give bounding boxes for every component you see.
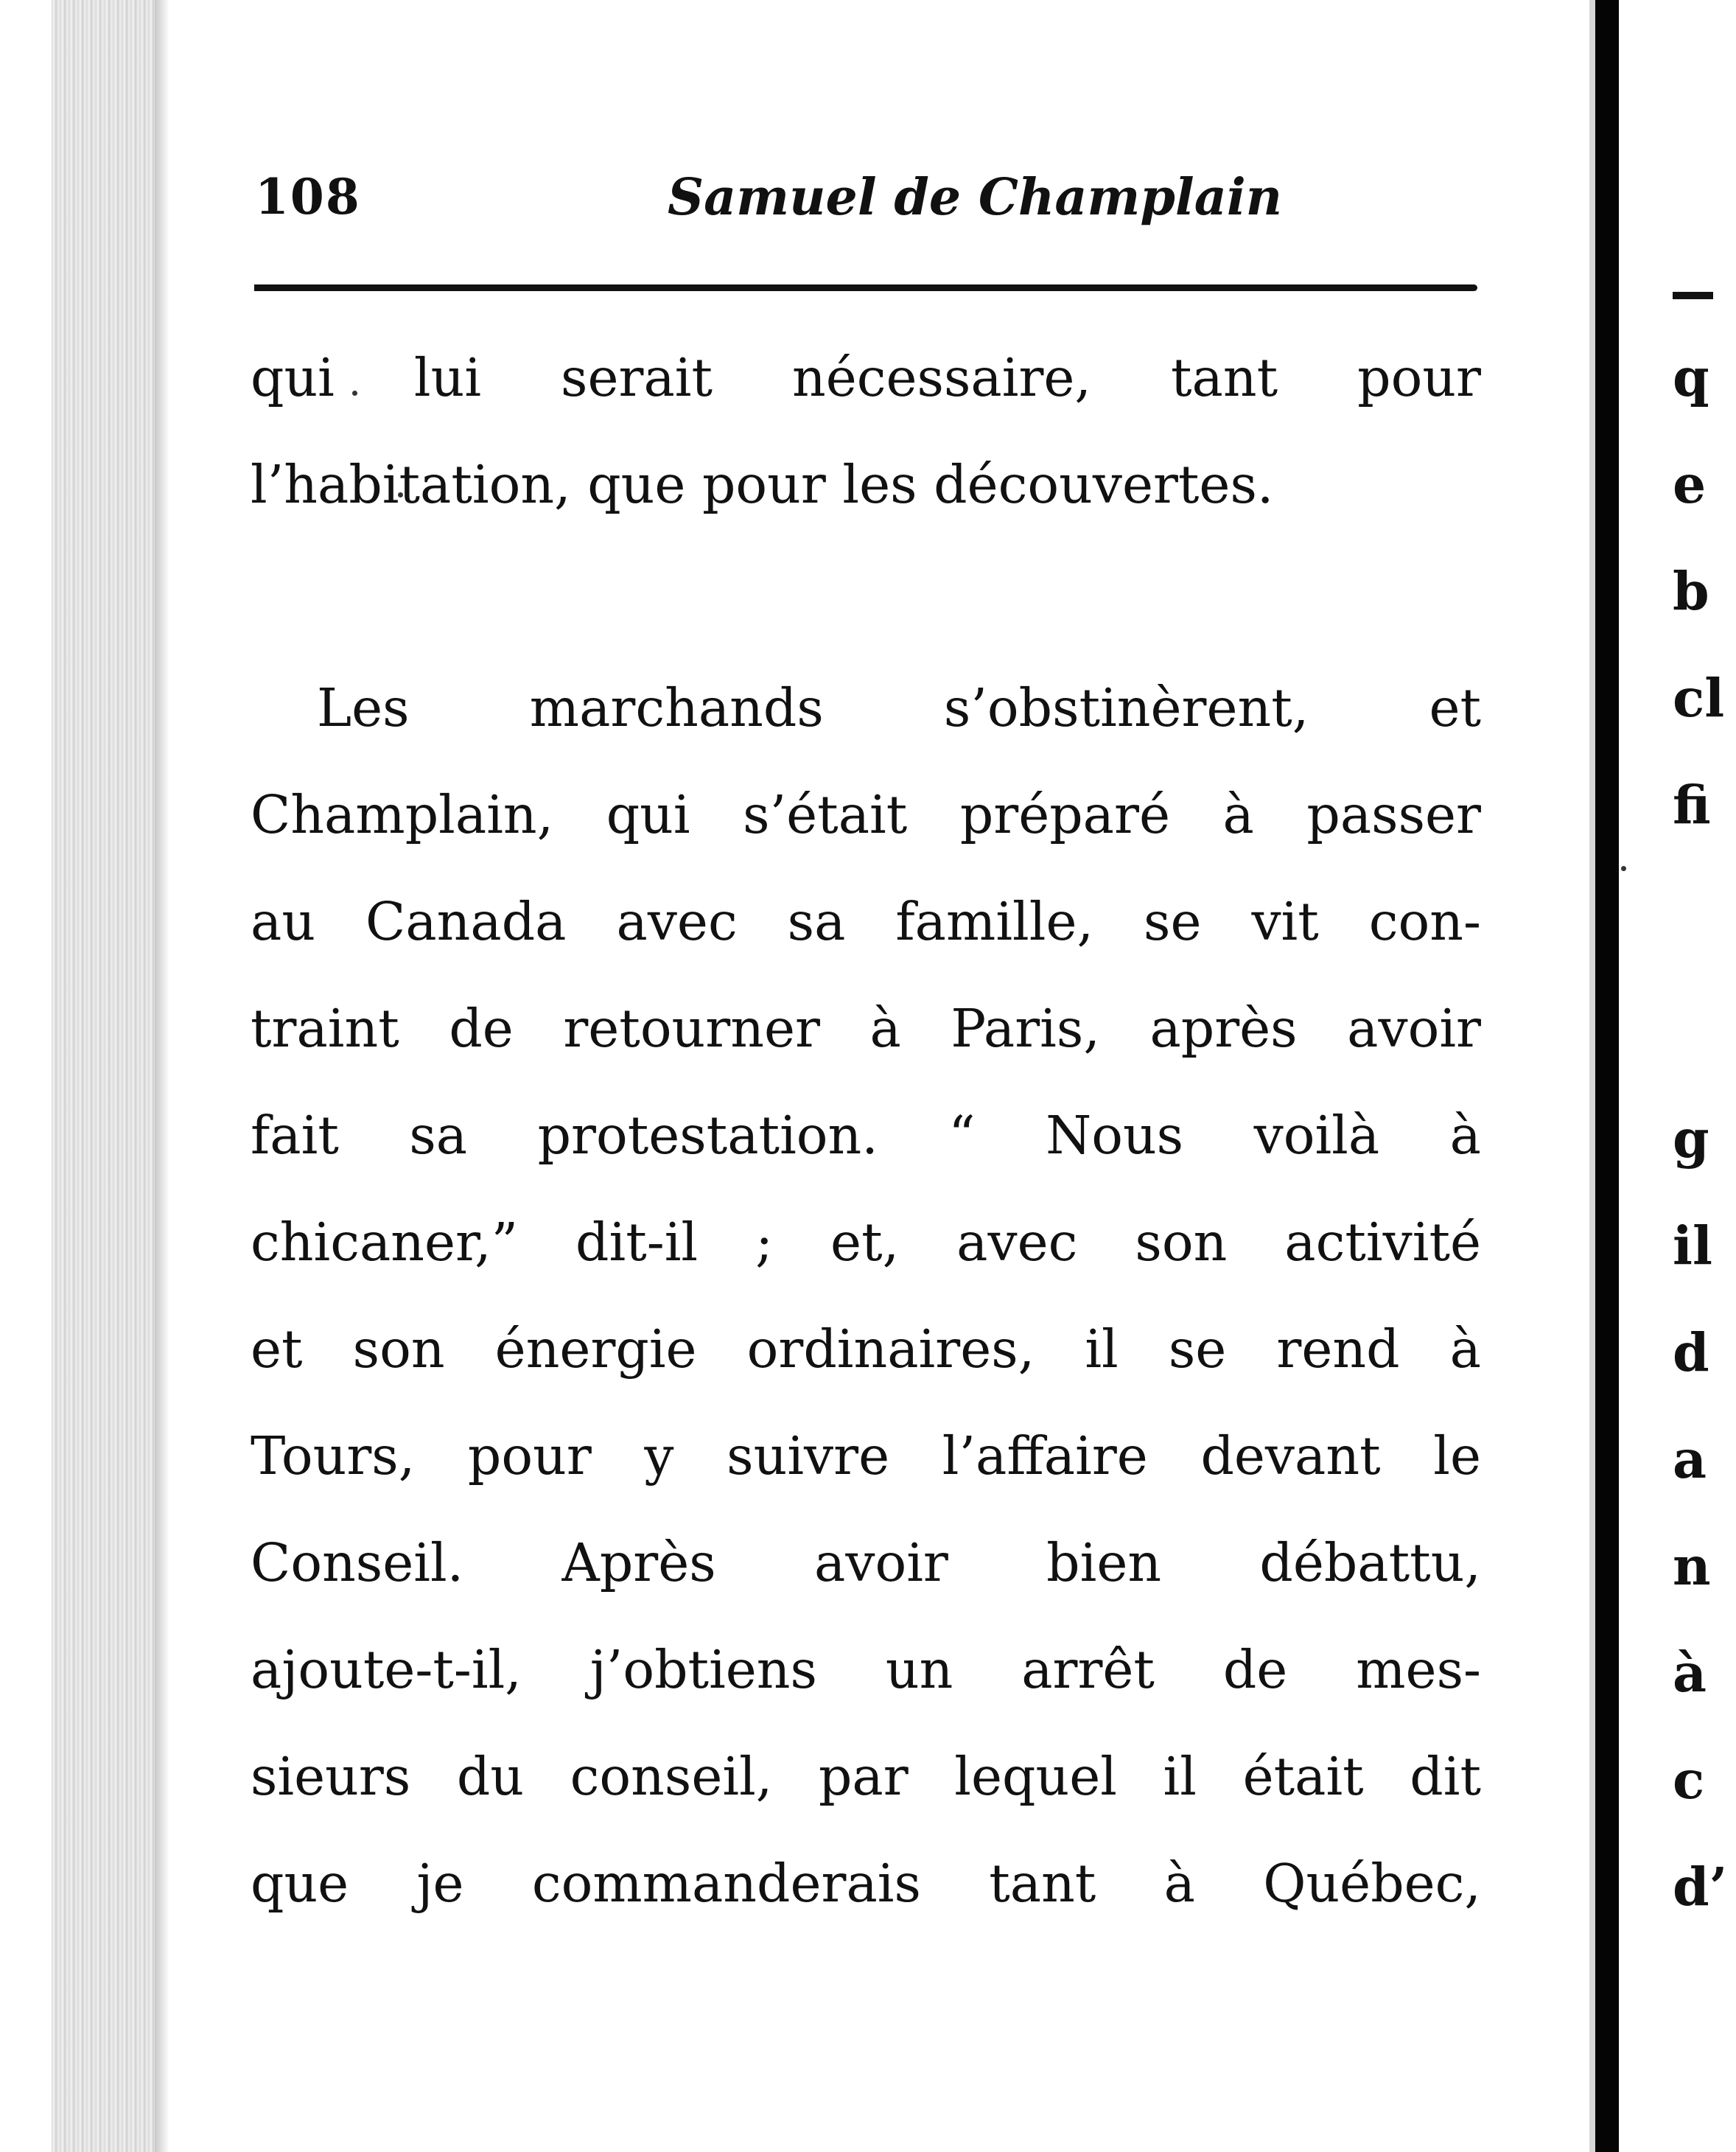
facing-fragment: q	[1673, 346, 1709, 408]
facing-fragment: cl	[1673, 667, 1725, 729]
facing-fragment: b	[1673, 560, 1709, 622]
page-edges	[52, 0, 162, 2152]
text-line: Les marchands s’obstinèrent, et	[317, 677, 1481, 738]
facing-fragment: g	[1673, 1108, 1709, 1170]
facing-page-rule	[1673, 292, 1713, 299]
text-line: Tours, pour y suivre l’affaire devant le	[251, 1425, 1481, 1487]
page-edge-shadow	[155, 0, 169, 2152]
text-line: Conseil. Après avoir bien débattu,	[251, 1532, 1481, 1593]
running-head	[255, 168, 1471, 227]
facing-page-bottom	[1673, 1086, 1736, 1940]
gutter-edge	[1589, 0, 1595, 2152]
text-line: traint de retourner à Paris, après avoir	[251, 998, 1481, 1059]
text-line: qui lui serait nécessaire, tant pour	[251, 347, 1481, 408]
facing-fragment: fi	[1673, 774, 1711, 836]
text-line: que je commanderais tant à Québec,	[251, 1853, 1481, 1914]
facing-fragment: d	[1673, 1321, 1709, 1383]
text-line: sieurs du conseil, par lequel il était dit	[251, 1746, 1481, 1807]
book-gutter	[1595, 0, 1619, 2152]
facing-fragment: a	[1673, 1428, 1707, 1490]
text-line: Champlain, qui s’était préparé à passer	[251, 784, 1481, 845]
facing-fragment: d’	[1673, 1856, 1728, 1918]
text-line: ajoute-t-il, j’obtiens un arrêt de mes-	[251, 1639, 1481, 1700]
ink-speck	[1621, 866, 1626, 871]
facing-fragment: e	[1673, 453, 1707, 515]
facing-fragment: à	[1673, 1642, 1707, 1704]
paragraph-1	[251, 324, 1481, 538]
header-rule	[254, 284, 1477, 291]
text-line: et son énergie ordinaires, il se rend à	[251, 1318, 1481, 1380]
running-title: Samuel de Champlain	[668, 168, 1283, 227]
page-number: 108	[255, 168, 361, 226]
text-line: au Canada avec sa famille, se vit con-	[251, 891, 1481, 952]
facing-fragment: c	[1673, 1749, 1705, 1811]
text-line: l’habitation, que pour les découvertes.	[251, 454, 1274, 515]
text-line: fait sa protestation. “ Nous voilà à	[251, 1105, 1481, 1166]
paragraph-2	[251, 654, 1481, 1937]
facing-fragment: n	[1673, 1535, 1711, 1597]
text-line: chicaner,” dit-il ; et, avec son activité	[251, 1212, 1481, 1273]
facing-page-top	[1673, 324, 1736, 859]
facing-fragment: il	[1673, 1215, 1712, 1276]
